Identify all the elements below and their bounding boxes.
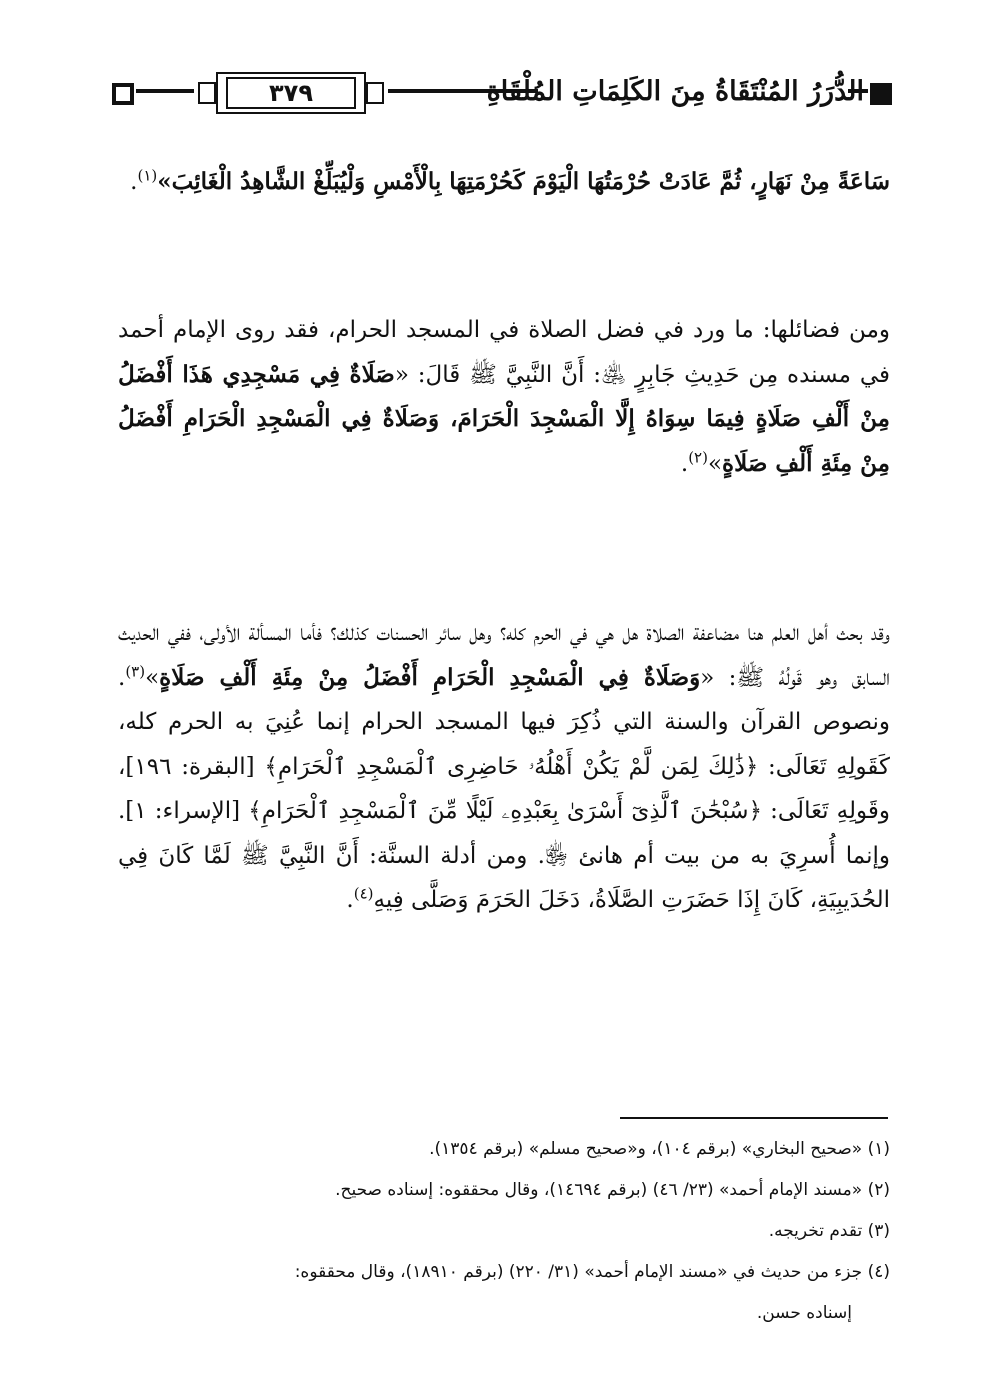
footnote-separator (620, 1117, 888, 1119)
page-number-frame (196, 70, 386, 116)
header-ornament-left (112, 83, 134, 105)
footnote-item: (١) «صحيح البخاري» (برقم ١٠٤)، و«صحيح مسلم» (برقم ١٣٥٤). (429, 1139, 890, 1159)
body-text: . (680, 450, 689, 477)
footnotes (118, 1129, 890, 1334)
footnote-item: (٤) جزء من حديث في «مسند الإمام أحمد» (٣١/ ٢٢٠) (برقم ١٨٩١٠)، وقال محققوه: (294, 1262, 890, 1282)
footnote-ref: (٢) (688, 447, 708, 466)
running-title: الدُّرَرُ المُنْتَقَاةُ مِنَ الكَلِمَاتِ المُلْقَاةِ (486, 76, 864, 107)
page-header (112, 70, 892, 116)
frame-ornament-right (366, 82, 384, 104)
body-text: . (346, 887, 354, 913)
page-number: ٣٧٩ (226, 77, 356, 109)
body-text: ومن فضائلها: ما ورد في فضل الصلاة في المسجد الحرام، فقد روى الإمام أحمد في مسنده مِن حَدِيثِ جَابِرٍ ﵁: أَنَّ النَّبِيَّ ﷺ قَالَ: « (118, 317, 890, 388)
body-text: » (707, 450, 723, 477)
hadith-quote: سَاعَةً مِنْ نَهَارٍ، ثُمَّ عَادَتْ حُرْمَتُهَا الْيَوْمَ كَحُرْمَتِهَا بِالْأَمْسِ وَلْيُبَلِّغْ الشَّاهِدُ الْغَائِبَ» (157, 168, 890, 195)
header-rule (136, 89, 194, 93)
header-rule (848, 89, 868, 93)
body-text: » (145, 664, 160, 691)
paragraph-hadith-end (118, 160, 890, 205)
footnote-ref: (٤) (353, 884, 374, 903)
paragraph-haram-discussion (118, 611, 890, 923)
body-text: . (130, 169, 138, 195)
header-ornament-right (870, 83, 892, 105)
hadith-quote: وَصَلَاةٌ فِي الْمَسْجِدِ الْحَرَامِ أَفْضَلُ مِنْ مِئَةِ أَلْفِ صَلَاةٍ (159, 663, 701, 691)
body-text: . ونصوص القرآن والسنة التي ذُكِرَ فيها المسجد الحرام إنما عُنِيَ به الحرم كله، كَقَولِهِ تَعَالَى: ﴿ذَٰلِكَ لِمَن لَّمْ يَكُنْ أَهْلُهُۥ حَاضِرِى ٱلْمَسْجِدِ ٱلْحَرَامِ﴾ [البقرة: ١٩٦]، وقَولِهِ تَعَالَى: ﴿سُبْحَٰنَ ٱلَّذِىٓ أَسْرَىٰ بِعَبْدِهِۦ لَيْلًا مِّنَ ٱلْمَسْجِدِ ٱلْحَرَامِ﴾ [الإسراء: ١]. وإنما أُسرِيَ به من بيت أم هانئ ﵂. ومن أدلة السنَّة: أَنَّ النَّبِيَّ ﷺ لَمَّا كَانَ فِي الحُدَيبِيَةِ، كَانَ إِذَا حَضَرَتِ الصَّلَاةُ، دَخَلَ الحَرَمَ وَصَلَّى فِيهِ (118, 664, 890, 913)
footnote-ref: (٣) (125, 661, 146, 680)
frame-ornament-left (198, 82, 216, 104)
footnote-item: (٣) تقدم تخريجه. (768, 1221, 890, 1241)
body-text: وقد بحث أهل العلم هنا مضاعفة الصلاة هل هي في الحرم كله؟ وهل سائر الحسنات كذلك؟ فأما المسألة الأولى، ففي الحديث السابق وهو قَولُهُ ﷺ: « (118, 620, 890, 691)
paragraph-prayer-virtue (118, 308, 890, 486)
hadith-quote: صَلَاةٌ فِي مَسْجِدِي هَذَا أَفْضَلُ مِنْ أَلْفِ صَلَاةٍ فِيمَا سِوَاهُ إِلَّا الْمَسْجِدَ الْحَرَامَ، وَصَلَاةٌ فِي الْمَسْجِدِ الْحَرَامِ أَفْضَلُ مِنْ مِئَةِ أَلْفِ صَلَاةٍ (118, 360, 890, 477)
footnote-continuation: إسناده حسن. (756, 1303, 852, 1323)
footnote-ref: (١) (137, 166, 158, 185)
footnote-item: (٢) «مسند الإمام أحمد» (٢٣/ ٤٦) (برقم ١٤٦٩٤)، وقال محققوه: إسناده صحيح. (335, 1180, 890, 1200)
